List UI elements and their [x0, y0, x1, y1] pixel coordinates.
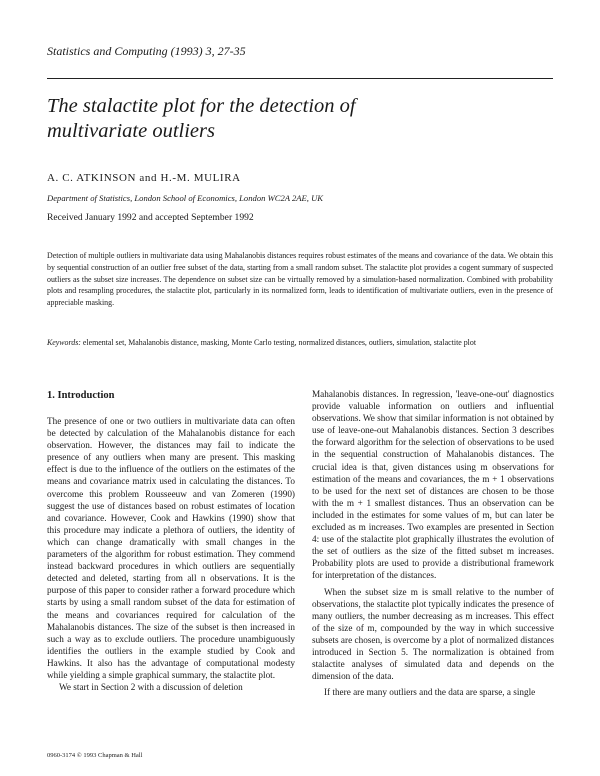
paragraph: When the subset size m is small relative to the number of observations, the stalactite plot typically indicates the presence of many outliers, the number decreasing as m increases. This effect of the size of m, compounded by the way in which successive subsets are chosen, is overcome by a plot of normalized distances introduced in Section 5. The normalization is obtained from stalactite analyses of simulated data and depends on the dimension of the data. — [312, 586, 554, 682]
affiliation: Department of Statistics, London School of Economics, London WC2A 2AE, UK — [47, 193, 324, 203]
keywords-text: elemental set, Mahalanobis distance, masking, Monte Carlo testing, normalized distances, outliers, simulation, stalactite plot — [82, 338, 477, 347]
paragraph: Mahalanobis distances. In regression, 'leave-one-out' diagnostics provide valuable information on outliers and influential observations. We show that similar information is not obtained by use of leave-one-out Mahalanobis distances. Section 3 describes the forward algorithm for the selection of observations to be used in the sequential construction of Mahalanobis distances. The crucial idea is that, given distances using m observations for estimation of the means and covariances, the m + 1 observations to be used for the next set of distances are chosen to be those with the m + 1 smallest distances. Thus an observation can be included in the estimates for some values of m, but can later be excluded as m increases. Two examples are presented in Section 4: use of the stalactite plot graphically illustrates the evolution of the set of outliers as the size of the fitted subset m increases. Probability plots are used to provide a distributional framework for interpretation of the distances. — [312, 389, 555, 581]
paragraph: If there are many outliers and the data are sparse, a single — [324, 687, 536, 698]
copyright-footer: 0960-3174 © 1993 Chapman & Hall — [47, 752, 143, 759]
title-line-1: The stalactite plot for the detection of — [47, 95, 356, 117]
keywords — [47, 337, 553, 349]
section-heading: 1. Introduction — [47, 390, 115, 401]
column-right — [312, 388, 554, 698]
received-date: Received January 1992 and accepted September 1992 — [47, 212, 254, 223]
paragraph: The presence of one or two outliers in multivariate data can often be detected by calculation of the Mahalanobis distance for each observation. However, the distances may fail to indicate the presence of any outliers when many are present. This masking effect is due to the influence of the outliers on the estimates of the means and covariance matrix used in calculating the distances. To overcome this problem Rousseeuw and van Zomeren (1990) suggest the use of distances based on robust estimates of location and covariance. However, Cook and Hawkins (1990) show that this procedure may indicate a plethora of outliers, the identity of which can change dramatically with small changes in the parameters of the algorithm for robust estimation. They commend instead backward procedures in which outliers are sequentially detected and deleted, starting from all n observations. It is the purpose of this paper to consider rather a forward procedure which starts by using a small random subset of the data for estimation of the means and covariances required for calculation of the Mahalanobis distances. The size of the subset is then increased in such a way as to exclude outliers. The procedure unambiguously identifies the outliers in the example studied by Cook and Hawkins. It also has the advantage of computational modesty while yielding a simple graphical summary, the stalactite plot. — [47, 416, 295, 680]
journal-citation: Statistics and Computing (1993) 3, 27-35 — [47, 44, 246, 58]
abstract: Detection of multiple outliers in multivariate data using Mahalanobis distances requires robust estimates of the means and covariance of the data. We obtain this by sequential construction of an outlier free subset of the data, starting from a small random subset. The stalactite plot provides a cogent summary of suspected outliers as the subset size increases. The dependence on subset size can be virtually removed by a simulation-based normalization. Combined with probability plots and resampling procedures, the stalactite plot, particularly in its normalized form, leads to identification of multivariate outliers, even in the presence of appreciable masking. — [47, 251, 553, 308]
paper-title — [47, 94, 487, 144]
keywords-label: Keywords: — [47, 338, 81, 347]
paragraph: We start in Section 2 with a discussion of deletion — [59, 682, 243, 693]
authors: A. C. ATKINSON and H.-M. MULIRA — [47, 172, 241, 184]
column-left — [47, 415, 295, 693]
header-rule — [47, 78, 553, 79]
title-line-2: multivariate outliers — [47, 120, 215, 142]
